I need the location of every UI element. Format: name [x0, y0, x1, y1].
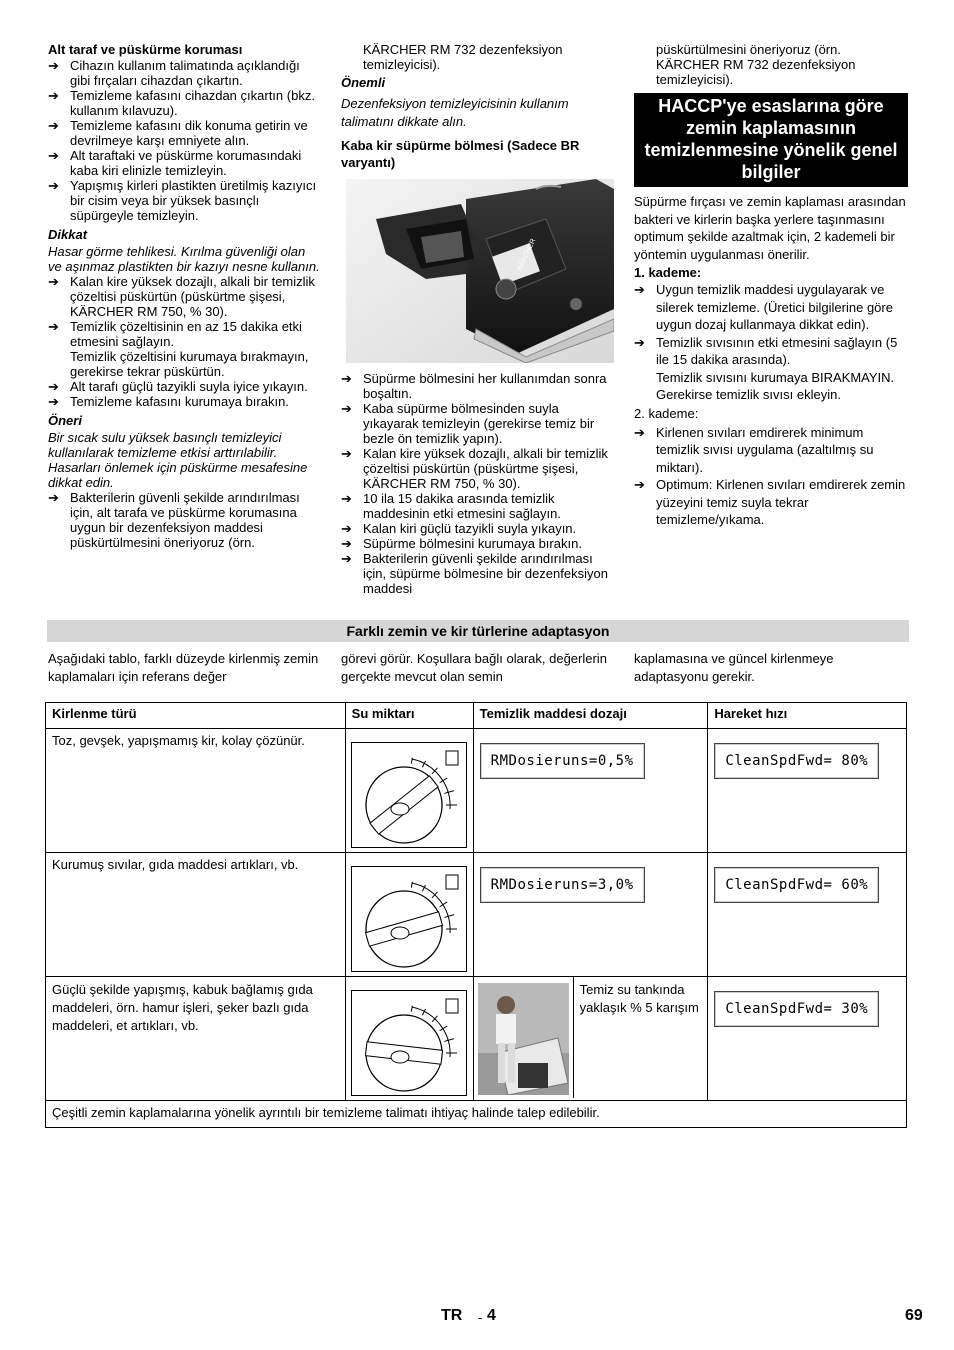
speed-display: CleanSpdFwd= 80%: [714, 743, 879, 779]
footer-lang: TR: [441, 1307, 463, 1324]
step-item: [48, 394, 320, 409]
step-list: [48, 58, 320, 223]
water-cell: [345, 729, 473, 853]
soil-type-cell: Toz, gevşek, yapışmamış kir, kolay çözünür.: [46, 729, 346, 853]
operator-photo: [474, 977, 574, 1098]
step-item: [634, 334, 908, 369]
speed-cell: [708, 729, 907, 853]
column-3: [634, 42, 908, 529]
step-item: [48, 490, 320, 550]
continued-text: KÄRCHER RM 732 dezenfeksiyon temizleyicisi).: [363, 42, 563, 72]
step-list: [341, 371, 613, 596]
step-item: [48, 118, 320, 148]
step-text: Kalan kiri güçlü tazyikli suyla yıkayın.: [363, 521, 577, 536]
step-text: Temizleme kafasını kurumaya bırakın.: [70, 394, 289, 409]
right-arrow-icon: ➔: [341, 401, 352, 416]
table-row: [46, 853, 907, 977]
machine-photo: [346, 179, 614, 363]
step-item: [341, 401, 613, 446]
speed-display: CleanSpdFwd= 30%: [714, 991, 879, 1027]
note-title: Önemli: [341, 75, 386, 90]
haccp-heading: HACCP'ye esaslarına göre zemin kaplamasının temizlenmesine yönelik genel bilgiler: [634, 93, 908, 187]
dose-note: Temiz su tankında yaklaşık % 5 karışım: [579, 982, 699, 1015]
step-text: Süpürme bölmesini her kullanımdan sonra boşaltın.: [363, 371, 607, 401]
step-item: [341, 521, 613, 536]
tip-text: Bir sıcak sulu yüksek basınçlı temizleyici kullanılarak temizleme etkisi arttırılabilir. Hasarları önlemek için püskürme mesafesine dikkat edin.: [48, 430, 308, 490]
right-arrow-icon: ➔: [341, 446, 352, 461]
reference-table: [45, 702, 907, 1128]
water-cell: [345, 977, 473, 1101]
continued-text: püskürtülmesini öneriyoruz (örn. KÄRCHER RM 732 dezenfeksiyon temizleyicisi).: [656, 42, 856, 87]
adaptation-intro-1: Aşağıdaki tablo, farklı düzeyde kirlenmiş zemin kaplamaları için referans değer: [48, 651, 319, 684]
footer-local-page: 4: [487, 1307, 496, 1324]
caution-title: Dikkat: [48, 227, 88, 242]
step-text: Optimum: Kirlenen sıvıları emdirerek zemin yüzeyini temiz suyla tekrar temizleme/yıkama.: [656, 477, 906, 527]
water-dial-graphic: [352, 743, 466, 847]
column-2: [341, 42, 613, 596]
right-arrow-icon: ➔: [48, 58, 59, 73]
step-note: Temizlik çözeltisini kurumaya bırakmayın, gerekirse tekrar püskürtün.: [70, 349, 309, 379]
step-item: [634, 476, 908, 529]
adaptation-section-title: Farklı zemin ve kir türlerine adaptasyon: [47, 620, 909, 642]
step-item: [48, 379, 320, 394]
water-cell: [345, 853, 473, 977]
water-dial-icon: [351, 742, 467, 848]
right-arrow-icon: ➔: [634, 424, 645, 440]
speed-display: CleanSpdFwd= 60%: [714, 867, 879, 903]
water-dial-graphic: [352, 991, 466, 1095]
right-arrow-icon: ➔: [341, 551, 352, 566]
water-dial-icon: [351, 866, 467, 972]
step-list: [48, 379, 320, 409]
step-item: [634, 424, 908, 477]
table-row: [46, 977, 907, 1101]
step-text: Kalan kire yüksek dozajlı, alkali bir temizlik çözeltisi püskürtün (püskürtme şişesi, KÄRCHER RM 750, % 30).: [70, 274, 315, 319]
sweeper-compartment-image: [346, 179, 614, 363]
header-soil-type: Kirlenme türü: [46, 703, 346, 729]
step-list: [634, 281, 908, 369]
step-item: [48, 178, 320, 223]
step-text: Temizleme kafasını dik konuma getirin ve devrilmeye karşı emniyete alın.: [70, 118, 308, 148]
speed-cell: [708, 977, 907, 1101]
right-arrow-icon: ➔: [341, 536, 352, 551]
page-number: 69: [905, 1307, 923, 1324]
note-text: Dezenfeksiyon temizleyicisinin kullanım talimatını dikkate alın.: [341, 96, 569, 129]
stage-1-note: Temizlik sıvısını kurumaya BIRAKMAYIN. Gerekirse temizlik sıvısı ekleyin.: [656, 369, 895, 402]
dose-cell: [473, 977, 708, 1101]
step-text: Alt taraftaki ve püskürme korumasındaki kaba kiri elinizle temizleyin.: [70, 148, 302, 178]
step-text: 10 ila 15 dakika arasında temizlik maddesinin etki etmesini sağlayın.: [363, 491, 561, 521]
operator-image: [478, 983, 569, 1095]
speed-cell: [708, 853, 907, 977]
adaptation-intro-2: görevi görür. Koşullara bağlı olarak, değerlerin gerçekte mevcut olan semin: [341, 651, 607, 684]
right-arrow-icon: ➔: [634, 282, 645, 297]
step-text: Yapışmış kirleri plastikten üretilmiş kazıyıcı bir cisim veya bir yüksek basınçlı süpürgeyle temizleyin.: [70, 178, 317, 223]
step-item: [341, 446, 613, 491]
step-text: Temizlik sıvısının etki etmesini sağlayın (5 ile 15 dakika arasında).: [656, 334, 898, 367]
step-text: Alt tarafı güçlü tazyikli suyla iyice yıkayın.: [70, 379, 308, 394]
column-1: [48, 42, 320, 550]
step-text: Uygun temizlik maddesi uygulayarak ve silerek temizleme. (Üretici bilgilerine göre uygun dozaj kullanmaya dikkat edin).: [656, 282, 893, 332]
right-arrow-icon: ➔: [48, 274, 59, 289]
footer-separator: -: [478, 1310, 483, 1325]
stage-2-label: 2. kademe:: [634, 405, 699, 421]
step-item: [48, 274, 320, 319]
step-item: [341, 536, 613, 551]
soil-type-cell: Kurumuş sıvılar, gıda maddesi artıkları, vb.: [46, 853, 346, 977]
caution-text: Hasar görme tehlikesi. Kırılma güvenliği olan ve aşınmaz plastikten bir kazıyı nesne kullanın.: [48, 244, 320, 274]
header-dose: Temizlik maddesi dozajı: [473, 703, 708, 729]
haccp-intro: Süpürme fırçası ve zemin kaplaması arasından bakteri ve kirlerin başka yerlere taşınmasını optimum şekilde azaltmak için, 2 kademeli bir yöntemin uygulanması önerilir.: [634, 194, 906, 262]
dose-cell: [473, 853, 708, 977]
dose-display: RMDosieruns=3,0%: [480, 867, 645, 903]
right-arrow-icon: ➔: [341, 521, 352, 536]
dose-cell: [473, 729, 708, 853]
step-item: [48, 58, 320, 88]
section-heading-underside: Alt taraf ve püskürme koruması: [48, 42, 243, 57]
table-footnote: Çeşitli zemin kaplamalarına yönelik ayrıntılı bir temizleme talimatı ihtiyaç halinde talep edilebilir.: [46, 1101, 907, 1128]
step-list: [48, 274, 320, 349]
step-item: [48, 88, 320, 118]
stage-1-label: 1. kademe:: [634, 265, 702, 280]
right-arrow-icon: ➔: [48, 319, 59, 334]
table-row: [46, 729, 907, 853]
step-text: Süpürme bölmesini kurumaya bırakın.: [363, 536, 582, 551]
right-arrow-icon: ➔: [48, 118, 59, 133]
step-text: Kirlenen sıvıları emdirerek minimum temizlik sıvısı uygulama (azaltılmış su miktarı).: [656, 424, 874, 475]
step-item: [48, 148, 320, 178]
step-item: [634, 281, 908, 334]
step-text: Cihazın kullanım talimatında açıklandığı gibi fırçaları cihazdan çıkartın.: [70, 58, 300, 88]
right-arrow-icon: ➔: [341, 491, 352, 506]
table-footnote-row: [46, 1101, 907, 1128]
step-list: [634, 424, 908, 529]
right-arrow-icon: ➔: [48, 178, 59, 193]
right-arrow-icon: ➔: [48, 394, 59, 409]
step-list: [48, 490, 320, 550]
adaptation-intro-3: kaplamasına ve güncel kirlenmeye adaptasyonu gerekir.: [634, 651, 834, 684]
right-arrow-icon: ➔: [48, 148, 59, 163]
water-dial-graphic: [352, 867, 466, 971]
section-heading-sweeper: Kaba kir süpürme bölmesi (Sadece BR varyantı): [341, 138, 580, 170]
tip-title: Öneri: [48, 413, 82, 428]
right-arrow-icon: ➔: [634, 477, 645, 492]
right-arrow-icon: ➔: [48, 379, 59, 394]
step-text: Temizleme kafasını cihazdan çıkartın (bkz. kullanım kılavuzu).: [70, 88, 315, 118]
right-arrow-icon: ➔: [341, 371, 352, 386]
step-item: [341, 491, 613, 521]
step-item: [341, 371, 613, 401]
brand-label: KÄRCHER: [516, 237, 538, 272]
dose-display: RMDosieruns=0,5%: [480, 743, 645, 779]
step-item: [48, 319, 320, 349]
step-text: Temizlik çözeltisinin en az 15 dakika etki etmesini sağlayın.: [70, 319, 302, 349]
right-arrow-icon: ➔: [48, 490, 59, 505]
step-text: Bakterilerin güvenli şekilde arındırılması için, alt tarafa ve püskürme korumasına uygun bir dezenfeksiyon maddesi püskürtülmesini öneriyoruz (örn.: [70, 490, 300, 550]
step-text: Kaba süpürme bölmesinden suyla yıkayarak temizleyin (gerekirse temiz bir bezle ön temizlik yapın).: [363, 401, 595, 446]
soil-type-cell: Güçlü şekilde yapışmış, kabuk bağlamış gıda maddeleri, örn. hamur işleri, şeker bazlı gıda maddeleri, et artıkları, vb.: [46, 977, 346, 1101]
right-arrow-icon: ➔: [48, 88, 59, 103]
water-dial-icon: [351, 990, 467, 1096]
right-arrow-icon: ➔: [634, 334, 645, 350]
header-speed: Hareket hızı: [708, 703, 907, 729]
table-header-row: [46, 703, 907, 729]
step-text: Kalan kire yüksek dozajlı, alkali bir temizlik çözeltisi püskürtün (püskürtme şişesi, KÄRCHER RM 750, % 30).: [363, 446, 608, 491]
step-item: [341, 551, 613, 596]
header-water: Su miktarı: [345, 703, 473, 729]
step-text: Bakterilerin güvenli şekilde arındırılması için, süpürme bölmesine bir dezenfeksiyon maddesi: [363, 551, 608, 596]
